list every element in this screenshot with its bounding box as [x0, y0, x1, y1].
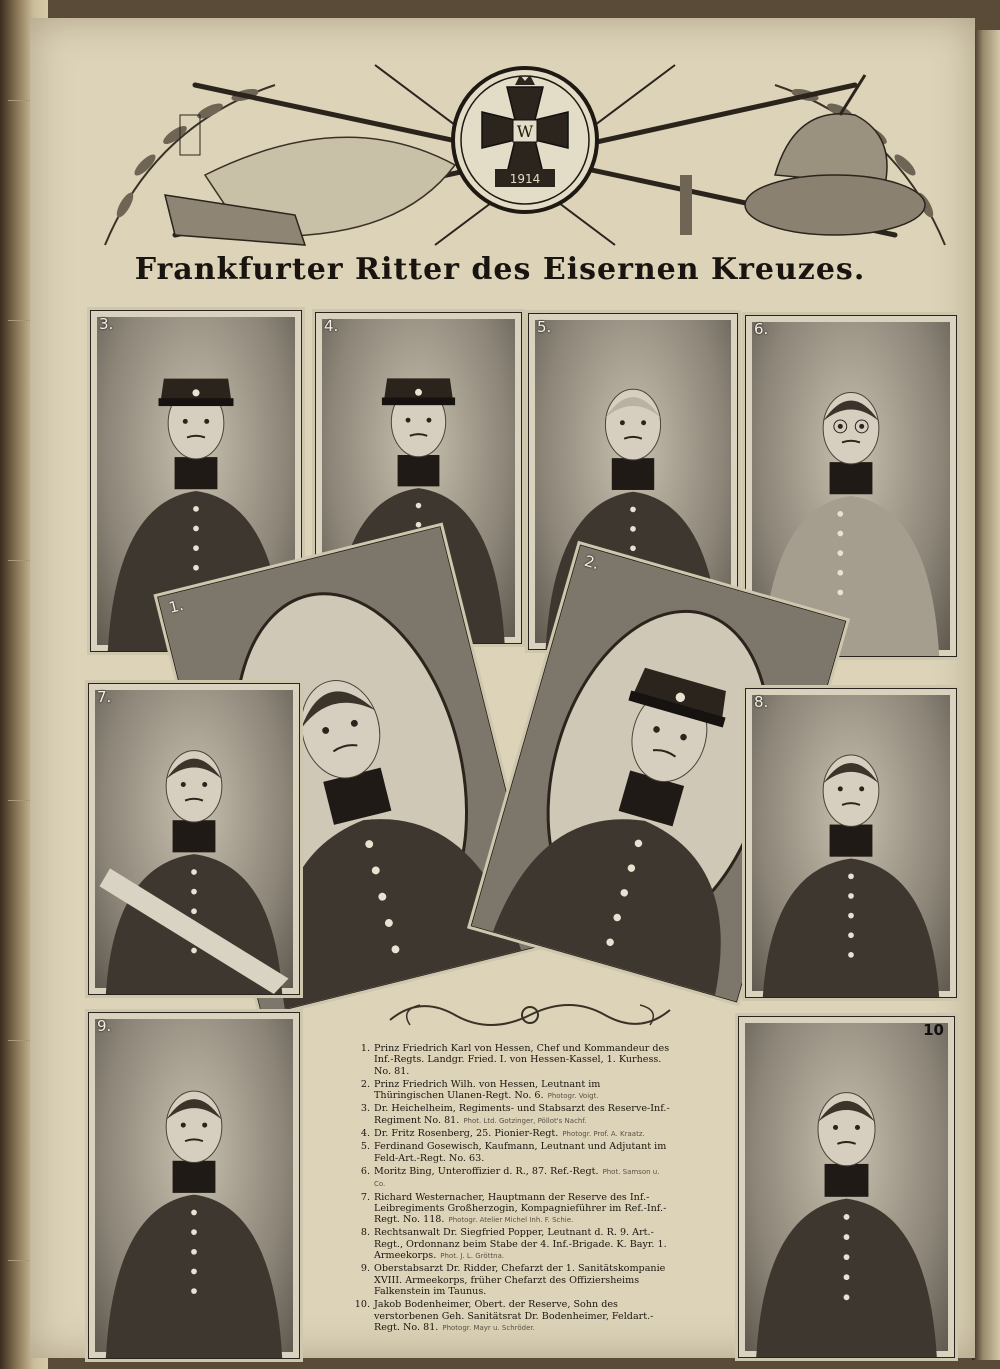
photo-number: 1.	[167, 595, 186, 617]
iron-cross-header-illustration	[95, 45, 955, 285]
caption-item: 2. Prinz Friedrich Wilh. von Hessen, Leutnant im Thüringischen Ulanen-Regt. No. 6. Photogr. Voigt.	[360, 1078, 601, 1102]
decorative-flourish	[380, 990, 680, 1040]
medal-year: 1914	[509, 172, 541, 186]
photo-number: 5.	[537, 318, 552, 336]
caption-item: 3. Dr. Heichelheim, Regiments- und Stabsarzt des Reserve-Inf.-Regiment No. 81. Phot. Ltd. Gotzinger, Pöllot's Nachf.	[360, 1103, 670, 1126]
portrait-figure	[89, 684, 299, 994]
caption-item: 9. Oberstabsarzt Dr. Ridder, Chefarzt der 1. Sanitätskompanie XVIII. Armeekorps, früher Chefarzt des Offiziersheims Falkenstein im Taunus.	[360, 1263, 666, 1297]
page-title: Frankfurter Ritter des Eisernen Kreuzes.	[134, 252, 866, 287]
next-page-edge	[972, 30, 1000, 1360]
caption-item: 5. Ferdinand Gosewisch, Kaufmann, Leutnant und Adjutant im Feld-Art.-Regt. No. 63.	[360, 1141, 667, 1164]
caption-item: 8. Rechtsanwalt Dr. Siegfried Popper, Leutnant d. R. 9. Art.-Regt., Ordonnanz beim Stabe der 4. Inf.-Brigade. K. Bayr. 1. Armeekorps. Phot. J. L. Gröttna.	[360, 1227, 667, 1262]
caption-item: 7. Richard Westernacher, Hauptmann der Reserve des Inf.-Leibregiments Großherzogin, Kompagnieführer im Ref.-Inf.-Regt. No. 118. Photogr. Atelier Michel Inh. F. Schie.	[360, 1191, 667, 1226]
portrait-figure	[89, 1013, 299, 1358]
photo-number: 3.	[99, 315, 114, 333]
caption-list	[352, 1043, 670, 1335]
caption-item: 4. Dr. Fritz Rosenberg, 25. Pionier-Regt. Photogr. Prof. A. Kraatz.	[360, 1128, 645, 1140]
photo-number: 9.	[97, 1017, 112, 1035]
portrait-figure	[746, 689, 956, 997]
portrait-photo	[88, 1012, 300, 1359]
portrait-photo	[738, 1016, 955, 1358]
caption-item: 1. Prinz Friedrich Karl von Hessen, Chef und Kommandeur des Inf.-Regts. Landgr. Fried. I. von Hessen-Kassel, 1. Kurhess. No. 81.	[360, 1043, 670, 1077]
photo-number: 10	[923, 1021, 944, 1039]
portrait-photo	[745, 688, 957, 998]
medal-letter: W	[516, 122, 534, 141]
portrait-photo	[88, 683, 300, 995]
caption-item: 10. Jakob Bodenheimer, Obert. der Reserve, Sohn des verstorbenen Geh. Sanitätsrat Dr. Bodenheimer, Feldart.-Regt. No. 81. Photogr. Mayr u. Schröder.	[354, 1299, 654, 1333]
caption-item: 6. Moritz Bing, Unteroffizier d. R., 87. Ref.-Regt. Phot. Samson u. Co.	[360, 1165, 660, 1189]
photo-number: 7.	[97, 688, 112, 706]
photo-number: 2.	[582, 551, 602, 574]
photo-number: 8.	[754, 693, 769, 711]
photo-number: 4.	[324, 317, 339, 335]
photo-number: 6.	[754, 320, 769, 338]
portrait-figure	[739, 1017, 954, 1357]
